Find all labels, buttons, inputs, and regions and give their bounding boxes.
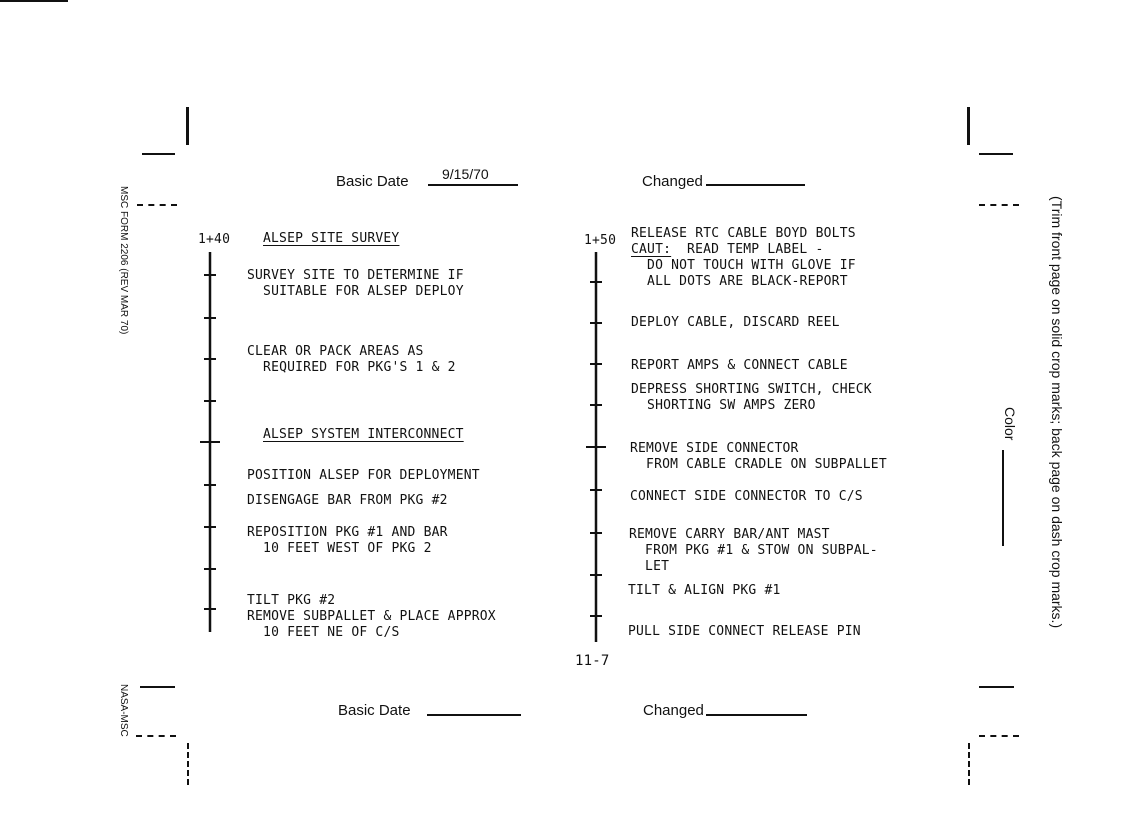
left-step-survey-site: SURVEY SITE TO DETERMINE IF SUITABLE FOR ALSEP DEPLOY	[247, 268, 464, 299]
form-id: MSC FORM 2206 (REV MAR 70)	[118, 186, 129, 335]
color-blank-line	[1002, 450, 1004, 546]
basic-date-label: Basic Date	[336, 173, 409, 190]
trim-note: (Trim front page on solid crop marks; back page on dash crop marks.)	[1049, 196, 1065, 629]
right-step-connect-side-connector: CONNECT SIDE CONNECTOR TO C/S	[630, 489, 863, 504]
left-step-clear-areas: CLEAR OR PACK AREAS AS REQUIRED FOR PKG'S 1 & 2	[247, 344, 456, 375]
left-heading-site-survey: ALSEP SITE SURVEY	[263, 231, 400, 246]
page-number: 11-7	[575, 653, 610, 669]
right-step-tilt-align: TILT & ALIGN PKG #1	[628, 583, 781, 598]
crop-mark-solid	[0, 0, 68, 2]
crop-mark-solid	[186, 107, 189, 145]
footer-basic-date-line	[427, 714, 521, 716]
right-step-deploy-cable: DEPLOY CABLE, DISCARD REEL	[631, 315, 840, 330]
left-step-disengage-bar: DISENGAGE BAR FROM PKG #2	[247, 493, 448, 508]
basic-date-value: 9/15/70	[442, 166, 489, 182]
right-step-pull-pin: PULL SIDE CONNECT RELEASE PIN	[628, 624, 861, 639]
caution-text-cont: DO NOT TOUCH WITH GLOVE IF ALL DOTS ARE BLACK-REPORT	[647, 258, 856, 289]
crop-mark-dash	[187, 743, 189, 785]
left-timeline	[199, 250, 223, 640]
basic-date-line	[428, 184, 518, 186]
crop-mark-solid	[142, 153, 175, 155]
crop-mark-solid	[979, 153, 1013, 155]
right-step-remove-side-connector: REMOVE SIDE CONNECTOR FROM CABLE CRADLE ON SUBPALLET	[630, 441, 887, 472]
crop-mark-solid	[979, 686, 1014, 688]
left-step-reposition-pkg: REPOSITION PKG #1 AND BAR 10 FEET WEST OF PKG 2	[247, 525, 448, 556]
org-label: NASA-MSC	[118, 684, 129, 737]
color-label: Color	[1002, 407, 1018, 441]
footer-changed-label: Changed	[643, 702, 704, 719]
right-time-marker: 1+50	[584, 233, 617, 248]
changed-line	[706, 184, 805, 186]
right-step-release-cable: RELEASE RTC CABLE BOYD BOLTS	[631, 226, 856, 241]
left-step-position-alsep: POSITION ALSEP FOR DEPLOYMENT	[247, 468, 480, 483]
left-step-tilt-pkg2: TILT PKG #2 REMOVE SUBPALLET & PLACE APPROX 10 FEET NE OF C/S	[247, 593, 496, 640]
crop-mark-solid	[967, 107, 970, 145]
crop-mark-solid	[140, 686, 175, 688]
crop-mark-dash	[979, 735, 1019, 737]
caution-label: CAUT:	[631, 242, 672, 257]
right-timeline	[585, 250, 609, 650]
crop-mark-dash	[979, 204, 1019, 206]
caution-text: READ TEMP LABEL -	[671, 242, 824, 257]
crop-mark-dash	[968, 743, 970, 785]
left-time-marker: 1+40	[198, 232, 231, 247]
footer-basic-date-label: Basic Date	[338, 702, 411, 719]
crop-mark-dash	[136, 735, 176, 737]
crop-mark-dash	[137, 204, 177, 206]
left-heading-interconnect: ALSEP SYSTEM INTERCONNECT	[263, 427, 464, 442]
changed-label: Changed	[642, 173, 703, 190]
right-step-shorting-switch: DEPRESS SHORTING SWITCH, CHECK SHORTING SW AMPS ZERO	[631, 382, 872, 413]
right-step-report-amps: REPORT AMPS & CONNECT CABLE	[631, 358, 848, 373]
right-step-remove-carry-bar: REMOVE CARRY BAR/ANT MAST FROM PKG #1 & STOW ON SUBPAL- LET	[629, 527, 878, 574]
footer-changed-line	[706, 714, 807, 716]
